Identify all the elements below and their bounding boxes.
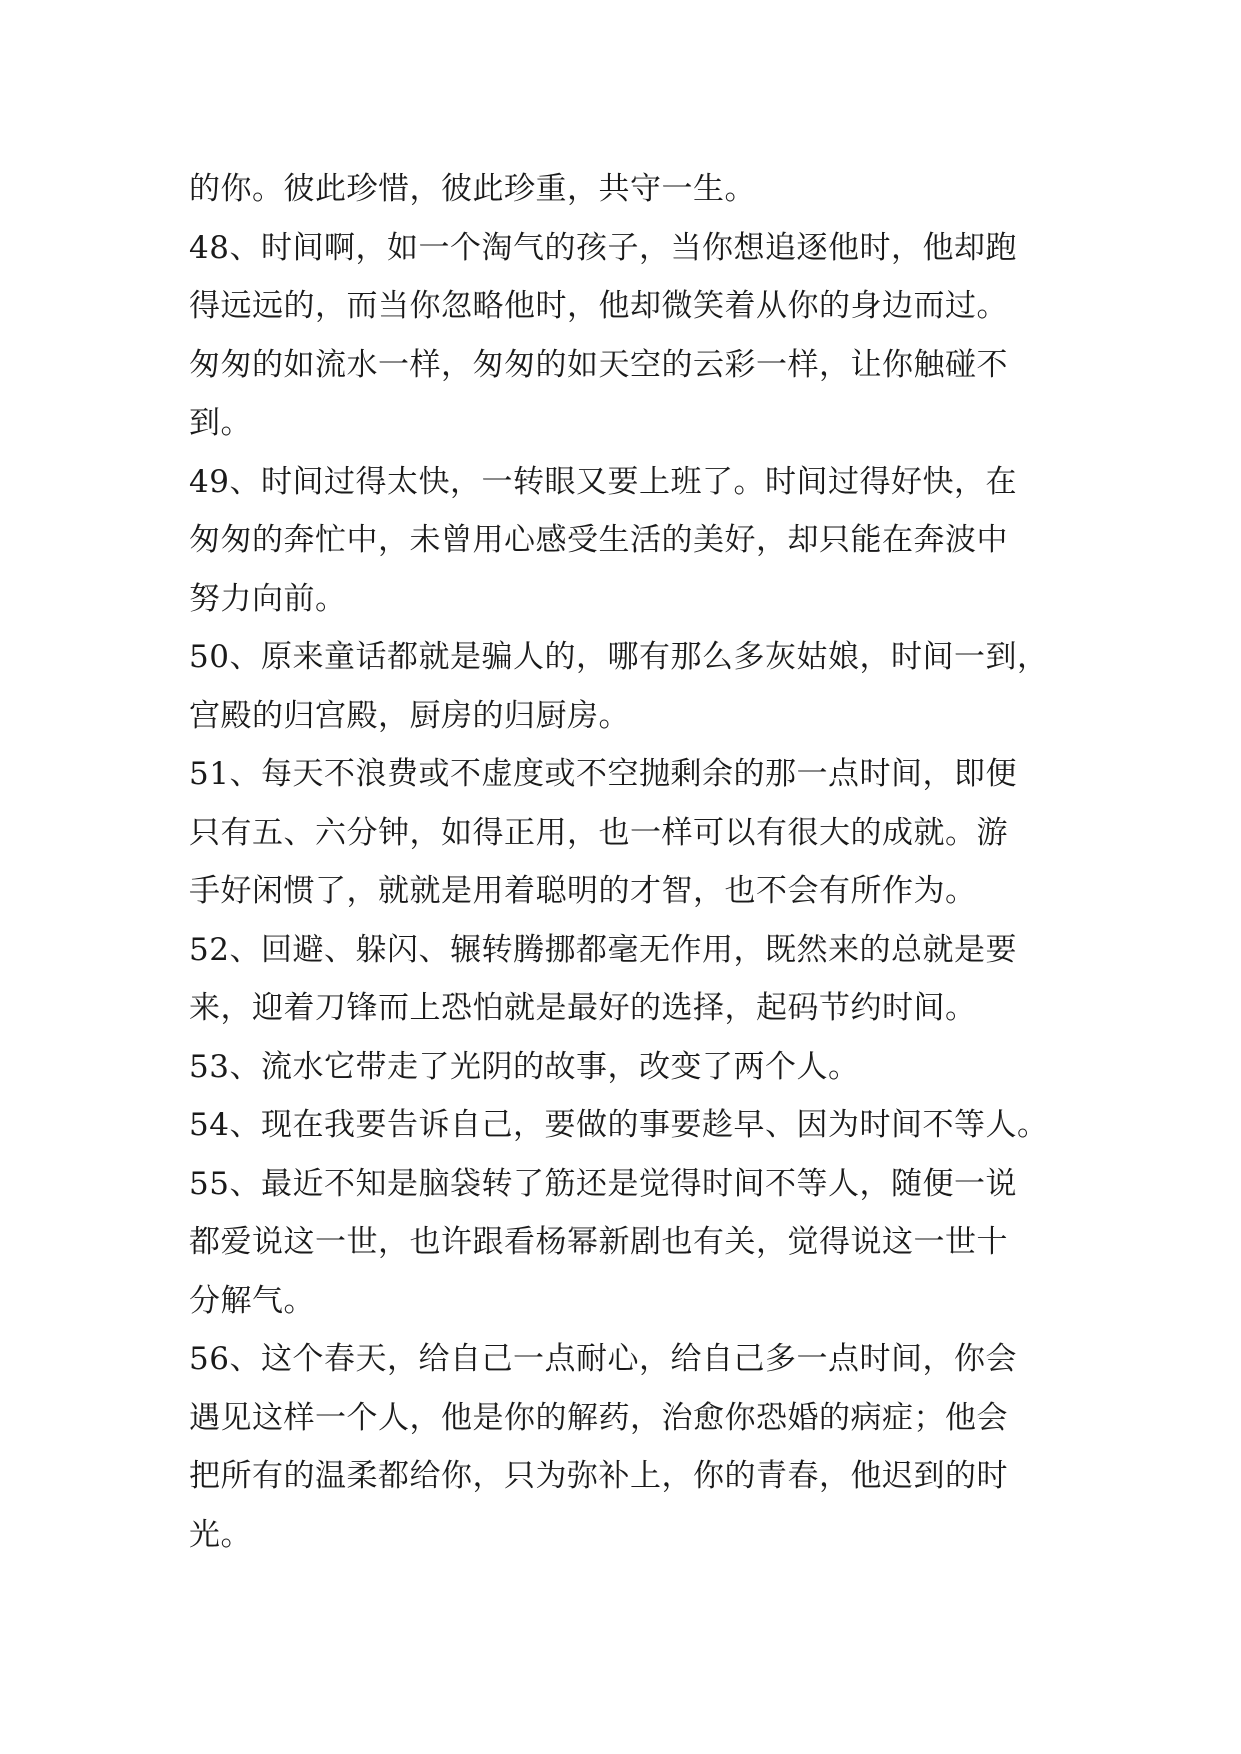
- text-line: 49、时间过得太快，一转眼又要上班了。时间过得好快，在: [189, 463, 1017, 500]
- text-line: 匆匆的奔忙中，未曾用心感受生活的美好，却只能在奔波中: [189, 522, 1008, 558]
- text-line: 50、原来童话都就是骗人的，哪有那么多灰姑娘，时间一到，: [189, 639, 1049, 675]
- text-line: 48、时间啊，如一个淘气的孩子，当你想追逐他时，他却跑: [189, 229, 1017, 266]
- text-line: 得远远的，而当你忽略他时，他却微笑着从你的身边而过。: [189, 288, 1008, 324]
- text-line: 54、现在我要告诉自己，要做的事要趁早、因为时间不等人。: [189, 1107, 1049, 1143]
- text-line: 51、每天不浪费或不虚度或不空抛剩余的那一点时间，即便: [189, 756, 1017, 792]
- text-line: 只有五、六分钟，如得正用，也一样可以有很大的成就。游: [189, 814, 1008, 851]
- text-line: 都爱说这一世，也许跟看杨幂新剧也有关，觉得说这一世十: [189, 1224, 1008, 1260]
- text-line: 55、最近不知是脑袋转了筋还是觉得时间不等人，随便一说: [189, 1165, 1017, 1202]
- text-line: 56、这个春天，给自己一点耐心，给自己多一点时间，你会: [189, 1341, 1017, 1377]
- body-text: [189, 160, 1069, 1564]
- text-line: 来，迎着刀锋而上恐怕就是最好的选择，起码节约时间。: [189, 990, 977, 1026]
- text-line: 手好闲惯了，就就是用着聪明的才智，也不会有所作为。: [189, 873, 977, 909]
- text-line: 52、回避、躲闪、辗转腾挪都毫无作用，既然来的总就是要: [189, 931, 1017, 968]
- text-line: 努力向前。: [189, 580, 347, 617]
- text-line: 遇见这样一个人，他是你的解药，治愈你恐婚的病症；他会: [189, 1399, 1008, 1436]
- text-line: 把所有的温柔都给你，只为弥补上，你的青春，他迟到的时: [189, 1458, 1008, 1494]
- text-line: 的你。彼此珍惜，彼此珍重，共守一生。: [189, 171, 756, 207]
- text-line: 匆匆的如流水一样，匆匆的如天空的云彩一样，让你触碰不: [189, 346, 1008, 383]
- text-line: 分解气。: [189, 1282, 315, 1319]
- text-line: 53、流水它带走了光阴的故事，改变了两个人。: [189, 1048, 860, 1085]
- text-line: 宫殿的归宫殿，厨房的归厨房。: [189, 697, 630, 734]
- text-line: 光。: [189, 1516, 252, 1553]
- text-line: 到。: [189, 405, 252, 441]
